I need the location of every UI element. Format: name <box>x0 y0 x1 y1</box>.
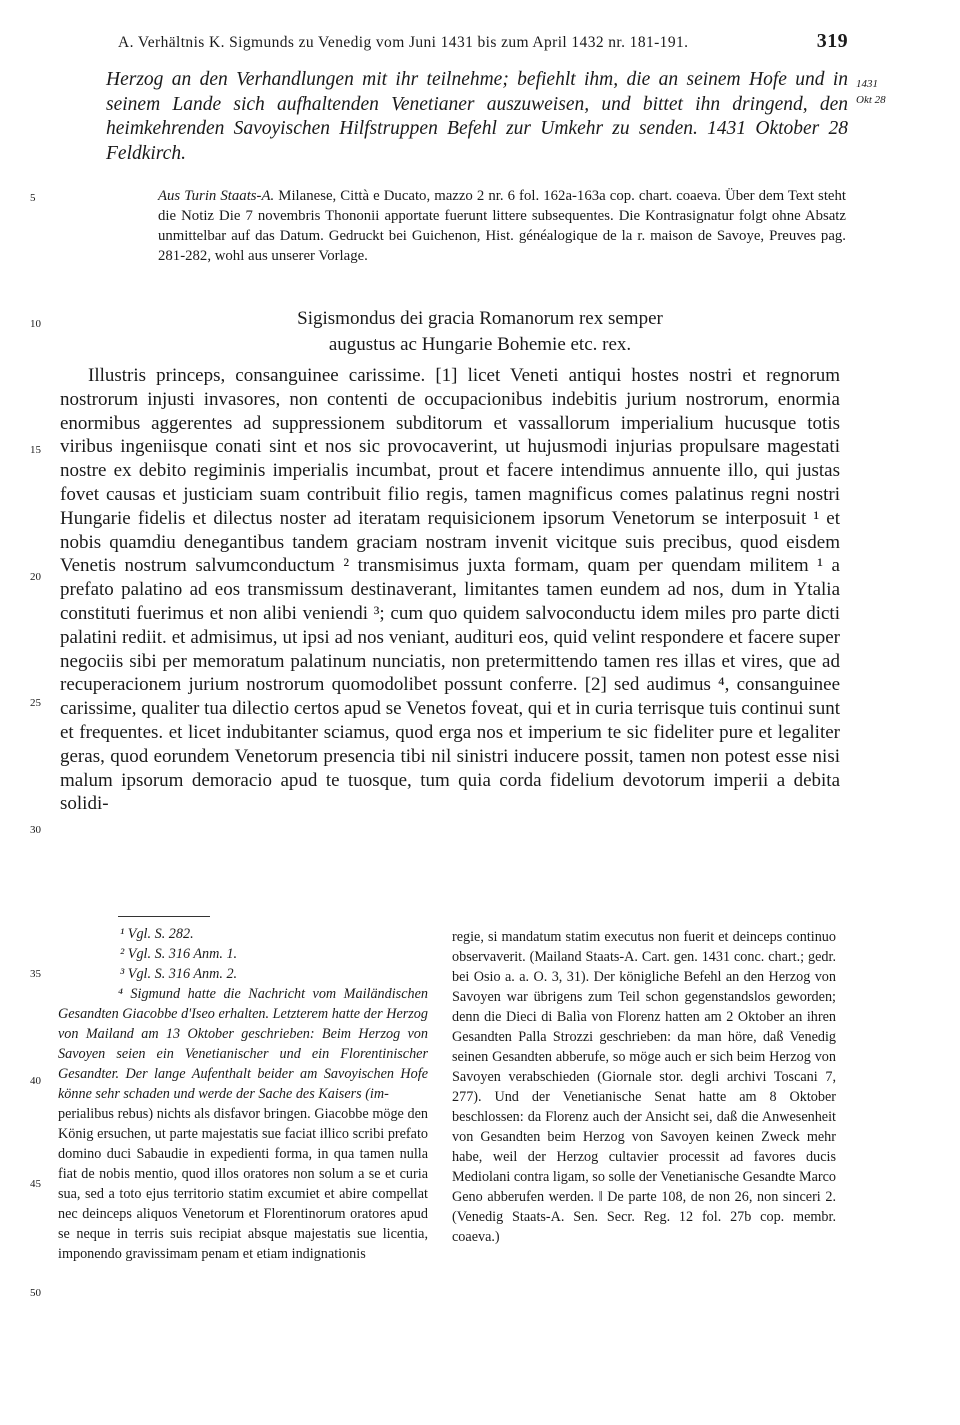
footnote-4-continuation: perialibus rebus) nichts als disfavor bringen. Giacobbe möge den König ersuchen, ut parte majestatis sue faciat illico scribi prefato domino duci Sabaudie in expedienti forma, in qua tamen nulla fiat de nobis mentio, quod illos oratores non solum a se et curia sua, sed a toto ejus territorio statim excumiet et abire compellat nec deinceps aliquos Venetorum et Florentinorum oratores apud se neque in terris suis recipiat absque majestatis sue licentia, imponendo gravissimam penam et etiam indignationis <box>58 1106 428 1262</box>
source-note <box>158 186 846 266</box>
marginal-day: Okt 28 <box>856 94 886 106</box>
intitulatio-line-2: augustus ac Hungarie Bohemie etc. rex. <box>328 334 632 355</box>
regest-text: Herzog an den Verhandlungen mit ihr teilnehme; befiehlt ihm, die an seinem Hofe und in seinem Lande sich aufhaltenden Venetianer auszuweisen, und bittet ihn dringend, den heimkehrenden Savoyischen Hilfstruppen Befehl zur Umkehr zu senden. 1431 Oktober 28 Feldkirch. <box>106 69 848 164</box>
line-number: 45 <box>30 1178 41 1190</box>
line-number: 15 <box>30 444 41 456</box>
line-number: 30 <box>30 824 41 836</box>
line-number: 25 <box>30 697 41 709</box>
running-header <box>118 30 848 58</box>
footnote-1: ¹ Vgl. S. 282. <box>120 926 194 942</box>
archive-name: Aus Turin Staats-A. <box>158 188 275 204</box>
source-details: Milanese, Città e Ducato, mazzo 2 nr. 6 fol. 162a-163a cop. chart. coaeva. Über dem Text steht die Notiz Die 7 novembris Thononii apportate fuerunt littere subsequentes. Die Kontrasignatur folgt ohne Absatz unmittelbar auf das Datum. Gedruckt bei Guichenon, Hist. généalogique de la r. maison de Savoye, Preuves pag. 281-282, wohl aus unserer Vorlage. <box>158 188 847 264</box>
line-number: 5 <box>30 192 36 204</box>
running-title: A. Verhältnis K. Sigmunds zu Venedig vom Juni 1431 bis zum April 1432 nr. 181-191. <box>118 34 689 51</box>
line-number: 35 <box>30 968 41 980</box>
intitulatio-line-1: Sigismondus dei gracia Romanorum rex semper <box>297 308 663 329</box>
footnote-4-right: regie, si mandatum statim executus non fuerit et deinceps continuo observaverit. (Mailand Staats-A. Cart. gen. 1431 conc. chart.; gedr. bei Osio a. a. O. 3, 31). Der königliche Befehl an den Herzog von Savoyen war übrigens zum Teil schon gegenstandslos geworden; denn die Dieci di Balìa von Florenz hatten am 2 Oktober an ihren Gesandten Palla Strozzi geschrieben: da man höre, daß Venedig seinen Gesandten abberufe, so möge auch er sich beim Herzog von Savoyen verabschieden (Giornale stor. degli archivi Toscani 7, 277). Und der Venetianische Senat hatte am 8 Oktober beschlossen: da Florenz auch der Ansicht sei, daß die Anwesenheit von Gesandten beim Herzog von Savoyen keinen Zweck mehr habe, weil der Herzog cultavier processit ad favores ducis Mediolani contra ligam, so solle der Venetianische Gesandte Marco Geno abberufen werden. ‖ De parte 108, de non 26, non sinceri 2. (Venedig Staats-A. Sen. Secr. Reg. 12 fol. 27b cop. membr. coaeva.) <box>452 929 836 1245</box>
page-number: 319 <box>816 30 848 52</box>
line-number: 10 <box>30 318 41 330</box>
line-number: 20 <box>30 571 41 583</box>
charter-paragraph: Illustris princeps, consanguinee carissime. [1] licet Veneti antiqui hostes nostri et regnorum nostrorum injusti invasores, non contenti de occupacionibus indebitis jurium nostrorum, enormia enormibus aggerentes ad suppressionem subditorum et vassallorum imperialium hucusque totis viribus ingeniisque conati sint et nos sic provocaverint, ut hujusmodi injurias propulsare magestati nostre ex debito regiminis imperialis incumbat, prout et facere intendimus annuente illo, qui justas fovet causas et justiciam suam contribuit filio regis, tamen magnificus comes palatinus regni nostri Hungarie fidelis et dilectus noster ad iteratam requisicionem ipsorum Venetorum se interposuit ¹ et nobis quamdiu denegantibus tandem graciam nostram invenit vicitque suis precibus, quod eisdem Venetis nostrum salvumconductum ² transmisimus juxta formam, quam per quendam militem ¹ a prefato palatino ad eos transmissum destinaverant, limitantes tamen eundem ad nos, dum in Ytalia constituti fuerimus et non alibi veniendi ³; cum quo quidem salvoconductu idem miles pro parte dicti palatini rediit. et admisimus, ut ipsi ad nos veniant, audituri eos, quid velint respondere et facere super negociis sibi per memoratum palatinum nunciatis, non pretermittendo tamen res illas et vires, que ad recuperacionem jurium nostrorum quomodolibet possunt conferre. [2] sed audimus ⁴, consanguinee carissime, qualiter tua dilectio certos apud se Venetos foveat, qui et in curia terrisque tuis continui sunt et frequentes. et licet indubitanter sciamus, quod erga nos et imperium te sic fideliter pure et legaliter geras, quod eorundem Venetorum presencia tibi nil sinistri inducere possit, tamen non potest esse nisi malum ipsorum demoracio apud te tuosque, tum quia corda fidelium devotorum imperii a debita solidi- <box>60 365 840 815</box>
footnote-rule <box>118 916 210 917</box>
footnote-3: ³ Vgl. S. 316 Anm. 2. <box>120 966 238 982</box>
charter-text <box>60 364 840 816</box>
footnote-2: ² Vgl. S. 316 Anm. 1. <box>120 946 238 962</box>
marginal-date <box>856 76 906 108</box>
line-number: 50 <box>30 1287 41 1299</box>
footnotes-left-column <box>58 924 428 1264</box>
intitulatio <box>200 306 760 358</box>
marginal-year: 1431 <box>856 78 878 90</box>
footnote-4: ⁴ Sigmund hatte die Nachricht vom Mailändischen Gesandten Giacobbe d'Iseo erhalten. Letzterem hatte der Herzog von Mailand am 13 Oktober geschrieben: Beim Herzog von Savoyen seien ein Venetianischer und ein Florentinischer Gesandter. Der lange Aufenthalt beider am Savoyischen Hofe könne sehr schaden und werde der Sache des Kaisers (im- <box>58 986 428 1102</box>
footnotes-right-column <box>452 927 836 1247</box>
line-number: 40 <box>30 1075 41 1087</box>
regest-summary <box>106 68 848 166</box>
